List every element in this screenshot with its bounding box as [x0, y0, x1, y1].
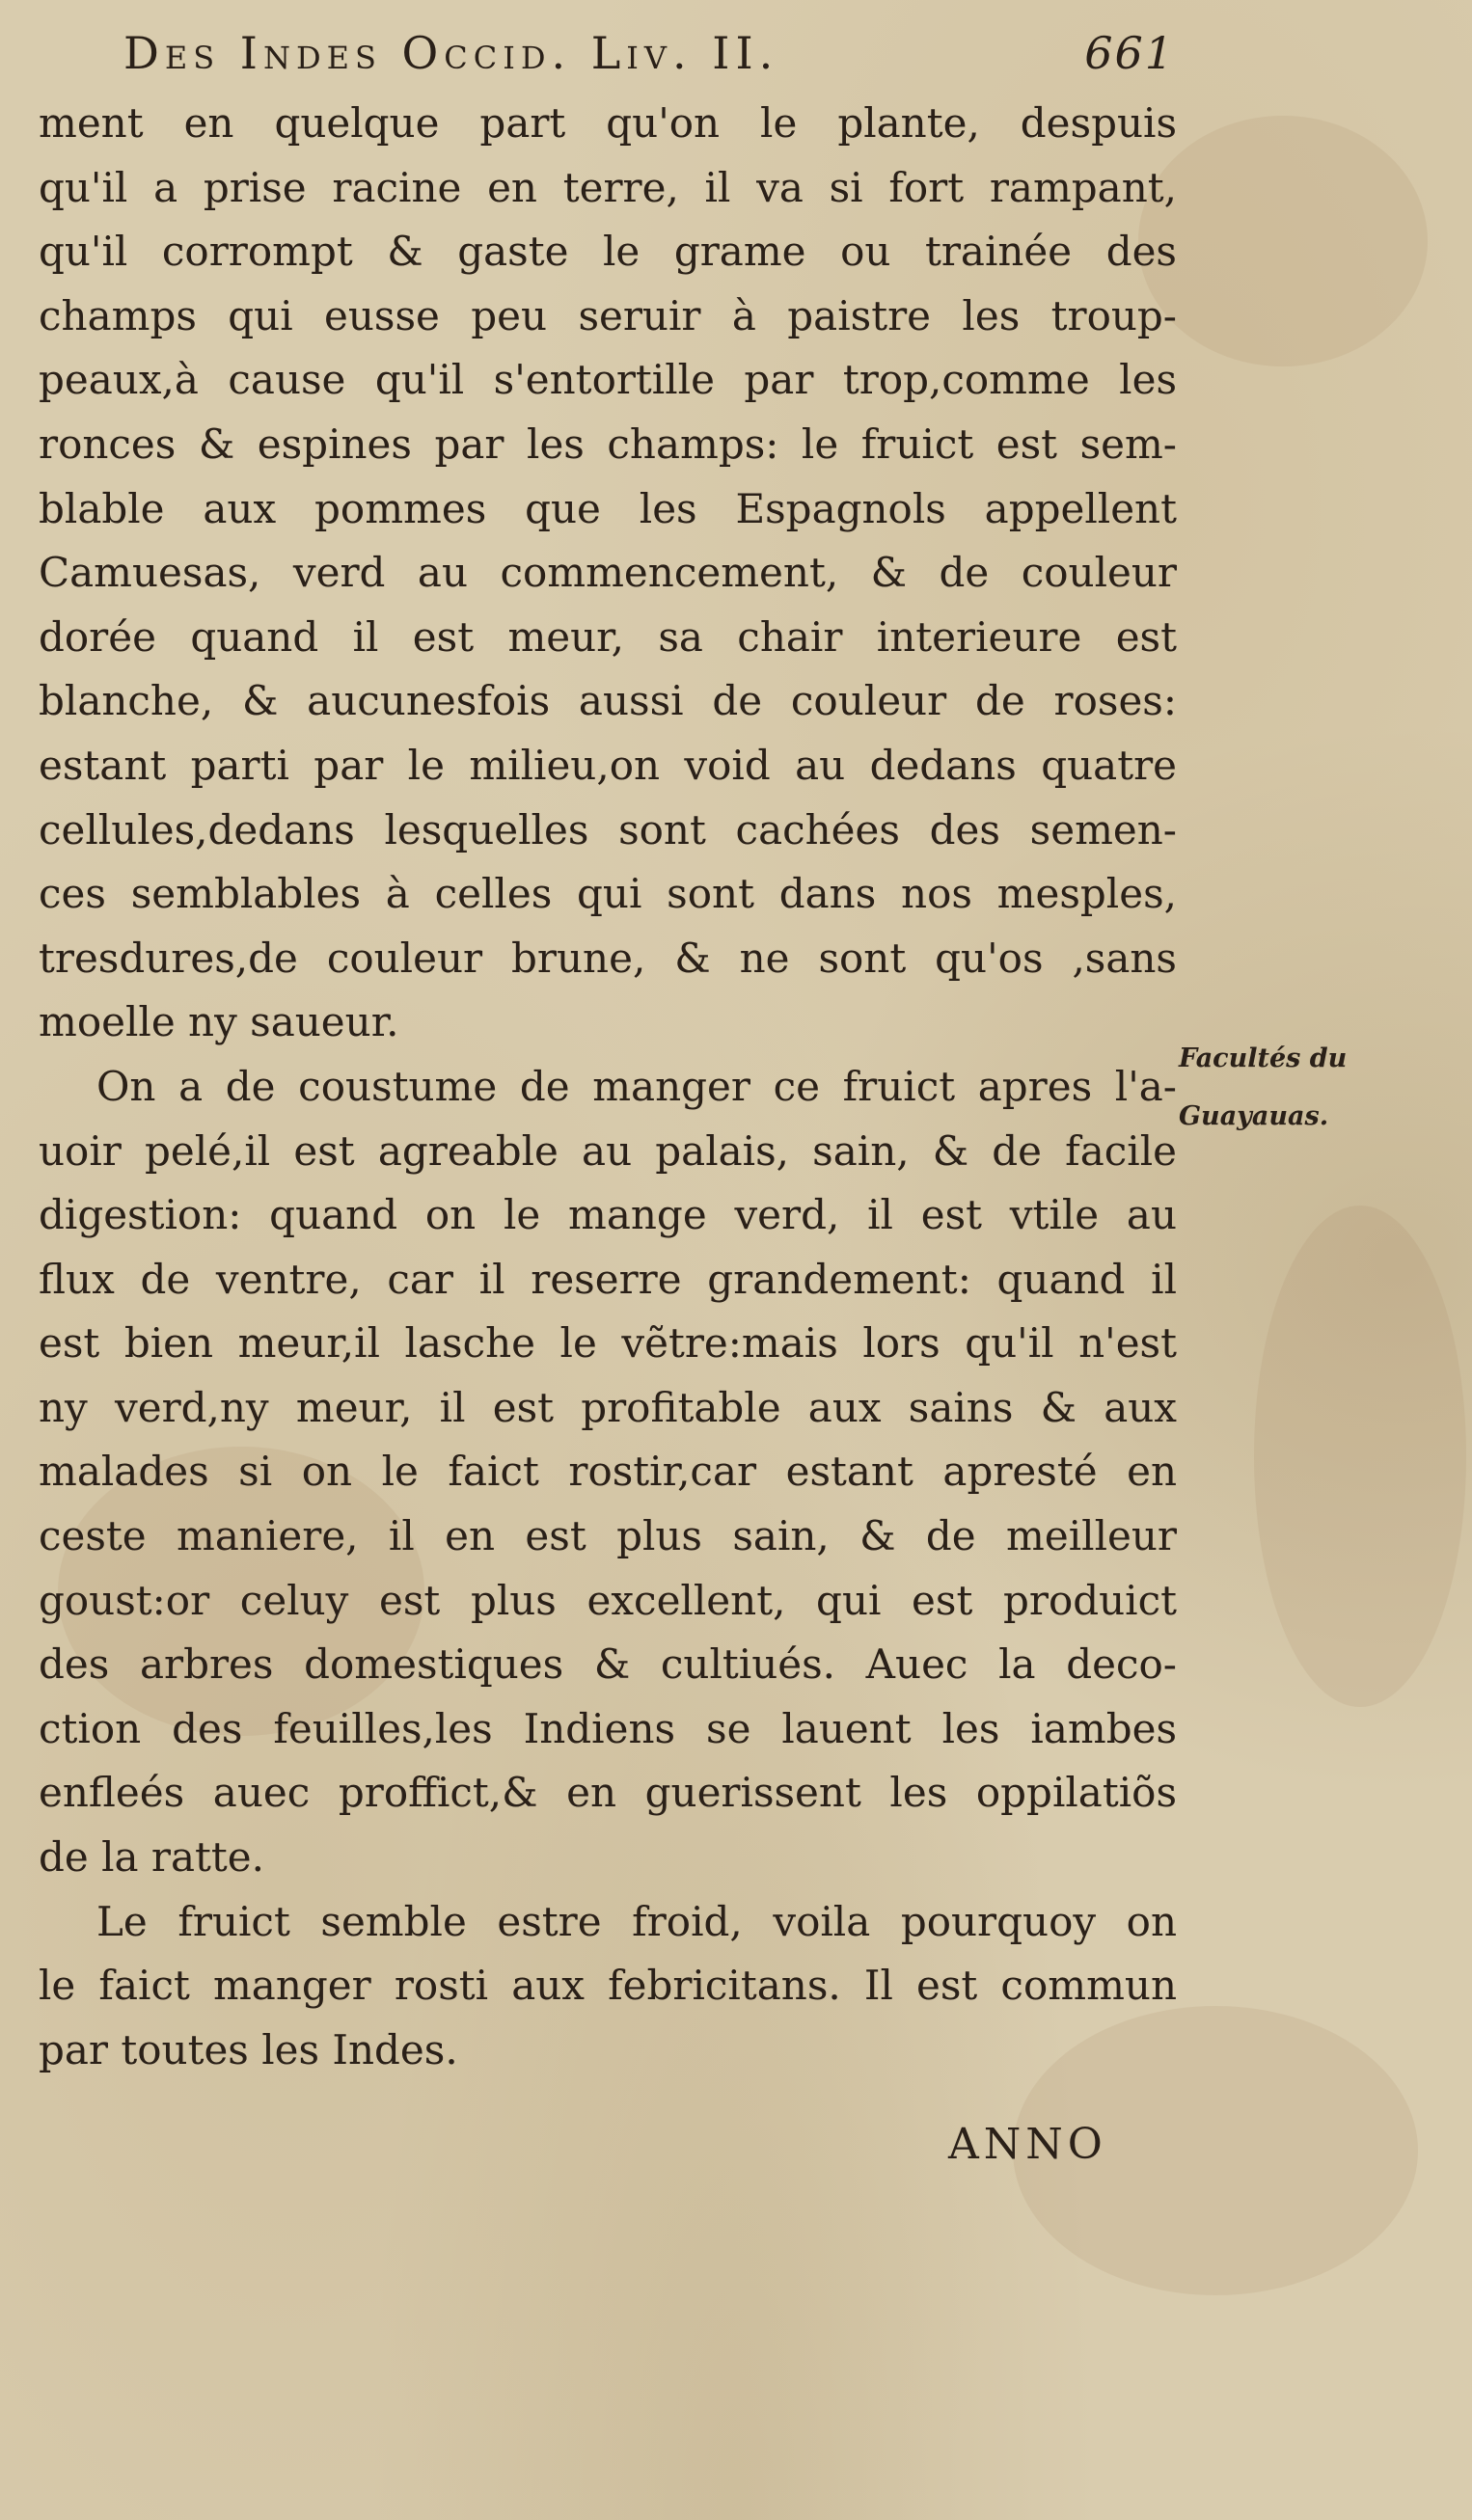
text-line: le faict manger rosti aux febricitans. Il est commun — [39, 1962, 1177, 2010]
text-line: qu'il corrompt & gaste le grame ou trainée des — [39, 228, 1177, 276]
text-line: moelle ny saueur. — [39, 998, 399, 1046]
text-line: de la ratte. — [39, 1833, 264, 1882]
text-line: ny verd,ny meur, il est profitable aux sains & aux — [39, 1383, 1177, 1431]
marginal-note-line: Facultés du — [1179, 1043, 1348, 1073]
text-line: ceste maniere, il en est plus sain, & de meilleur — [39, 1512, 1177, 1560]
page-number: 661 — [1084, 27, 1175, 79]
text-line: blable aux pommes que les Espagnols appellent — [39, 484, 1177, 532]
marginal-note-line: Guayauas. — [1179, 1101, 1329, 1131]
text-line: ment en quelque part qu'on le plante, despuis — [39, 99, 1177, 147]
paper-stain — [1254, 1206, 1466, 1707]
running-title: Des Indes Occid. Liv. II. — [123, 27, 779, 79]
text-line: blanche, & aucunesfois aussi de couleur de roses: — [39, 677, 1177, 725]
text-line: On a de coustume de manger ce fruict apres l'a- — [96, 1062, 1177, 1110]
text-line: ces semblables à celles qui sont dans nos mesples, — [39, 870, 1177, 918]
running-header — [123, 27, 1175, 79]
text-line: estant parti par le milieu,on void au dedans quatre — [39, 741, 1177, 789]
body-text — [39, 92, 1177, 2082]
text-line: champs qui eusse peu seruir à paistre les troup- — [39, 291, 1177, 339]
text-line: par toutes les Indes. — [39, 2025, 458, 2073]
paper-stain — [1138, 116, 1428, 366]
text-line: dorée quand il est meur, sa chair interieure est — [39, 612, 1177, 661]
marginal-note — [1179, 1030, 1430, 1146]
text-line: ction des feuilles,les Indiens se lauent les iambes — [39, 1704, 1177, 1752]
text-line: digestion: quand on le mange verd, il est vtile au — [39, 1191, 1177, 1239]
text-line: enfleés auec proffict,& en guerissent les oppilatiõs — [39, 1769, 1177, 1817]
text-line: Le fruict semble estre froid, voila pourquoy on — [96, 1897, 1177, 1945]
text-line: flux de ventre, car il reserre grandement: quand il — [39, 1255, 1177, 1303]
text-line: malades si on le faict rostir,car estant apresté en — [39, 1448, 1177, 1496]
text-line: ronces & espines par les champs: le fruict est sem- — [39, 420, 1177, 468]
text-line: goust:or celuy est plus excellent, qui est produict — [39, 1576, 1177, 1624]
text-line: peaux,à cause qu'il s'entortille par trop,comme les — [39, 356, 1177, 404]
catchword: ANNO — [948, 2120, 1107, 2169]
text-line: tresdures,de couleur brune, & ne sont qu'os ,sans — [39, 934, 1177, 982]
text-line: qu'il a prise racine en terre, il va si fort rampant, — [39, 163, 1177, 211]
text-line: est bien meur,il lasche le vẽtre:mais lors qu'il n'est — [39, 1319, 1177, 1368]
text-line: cellules,dedans lesquelles sont cachées des semen- — [39, 805, 1177, 854]
text-line: uoir pelé,il est agreable au palais, sain, & de facile — [39, 1126, 1177, 1175]
text-line: Camuesas, verd au commencement, & de couleur — [39, 549, 1177, 597]
text-line: des arbres domestiques & cultiués. Auec la deco- — [39, 1640, 1177, 1689]
